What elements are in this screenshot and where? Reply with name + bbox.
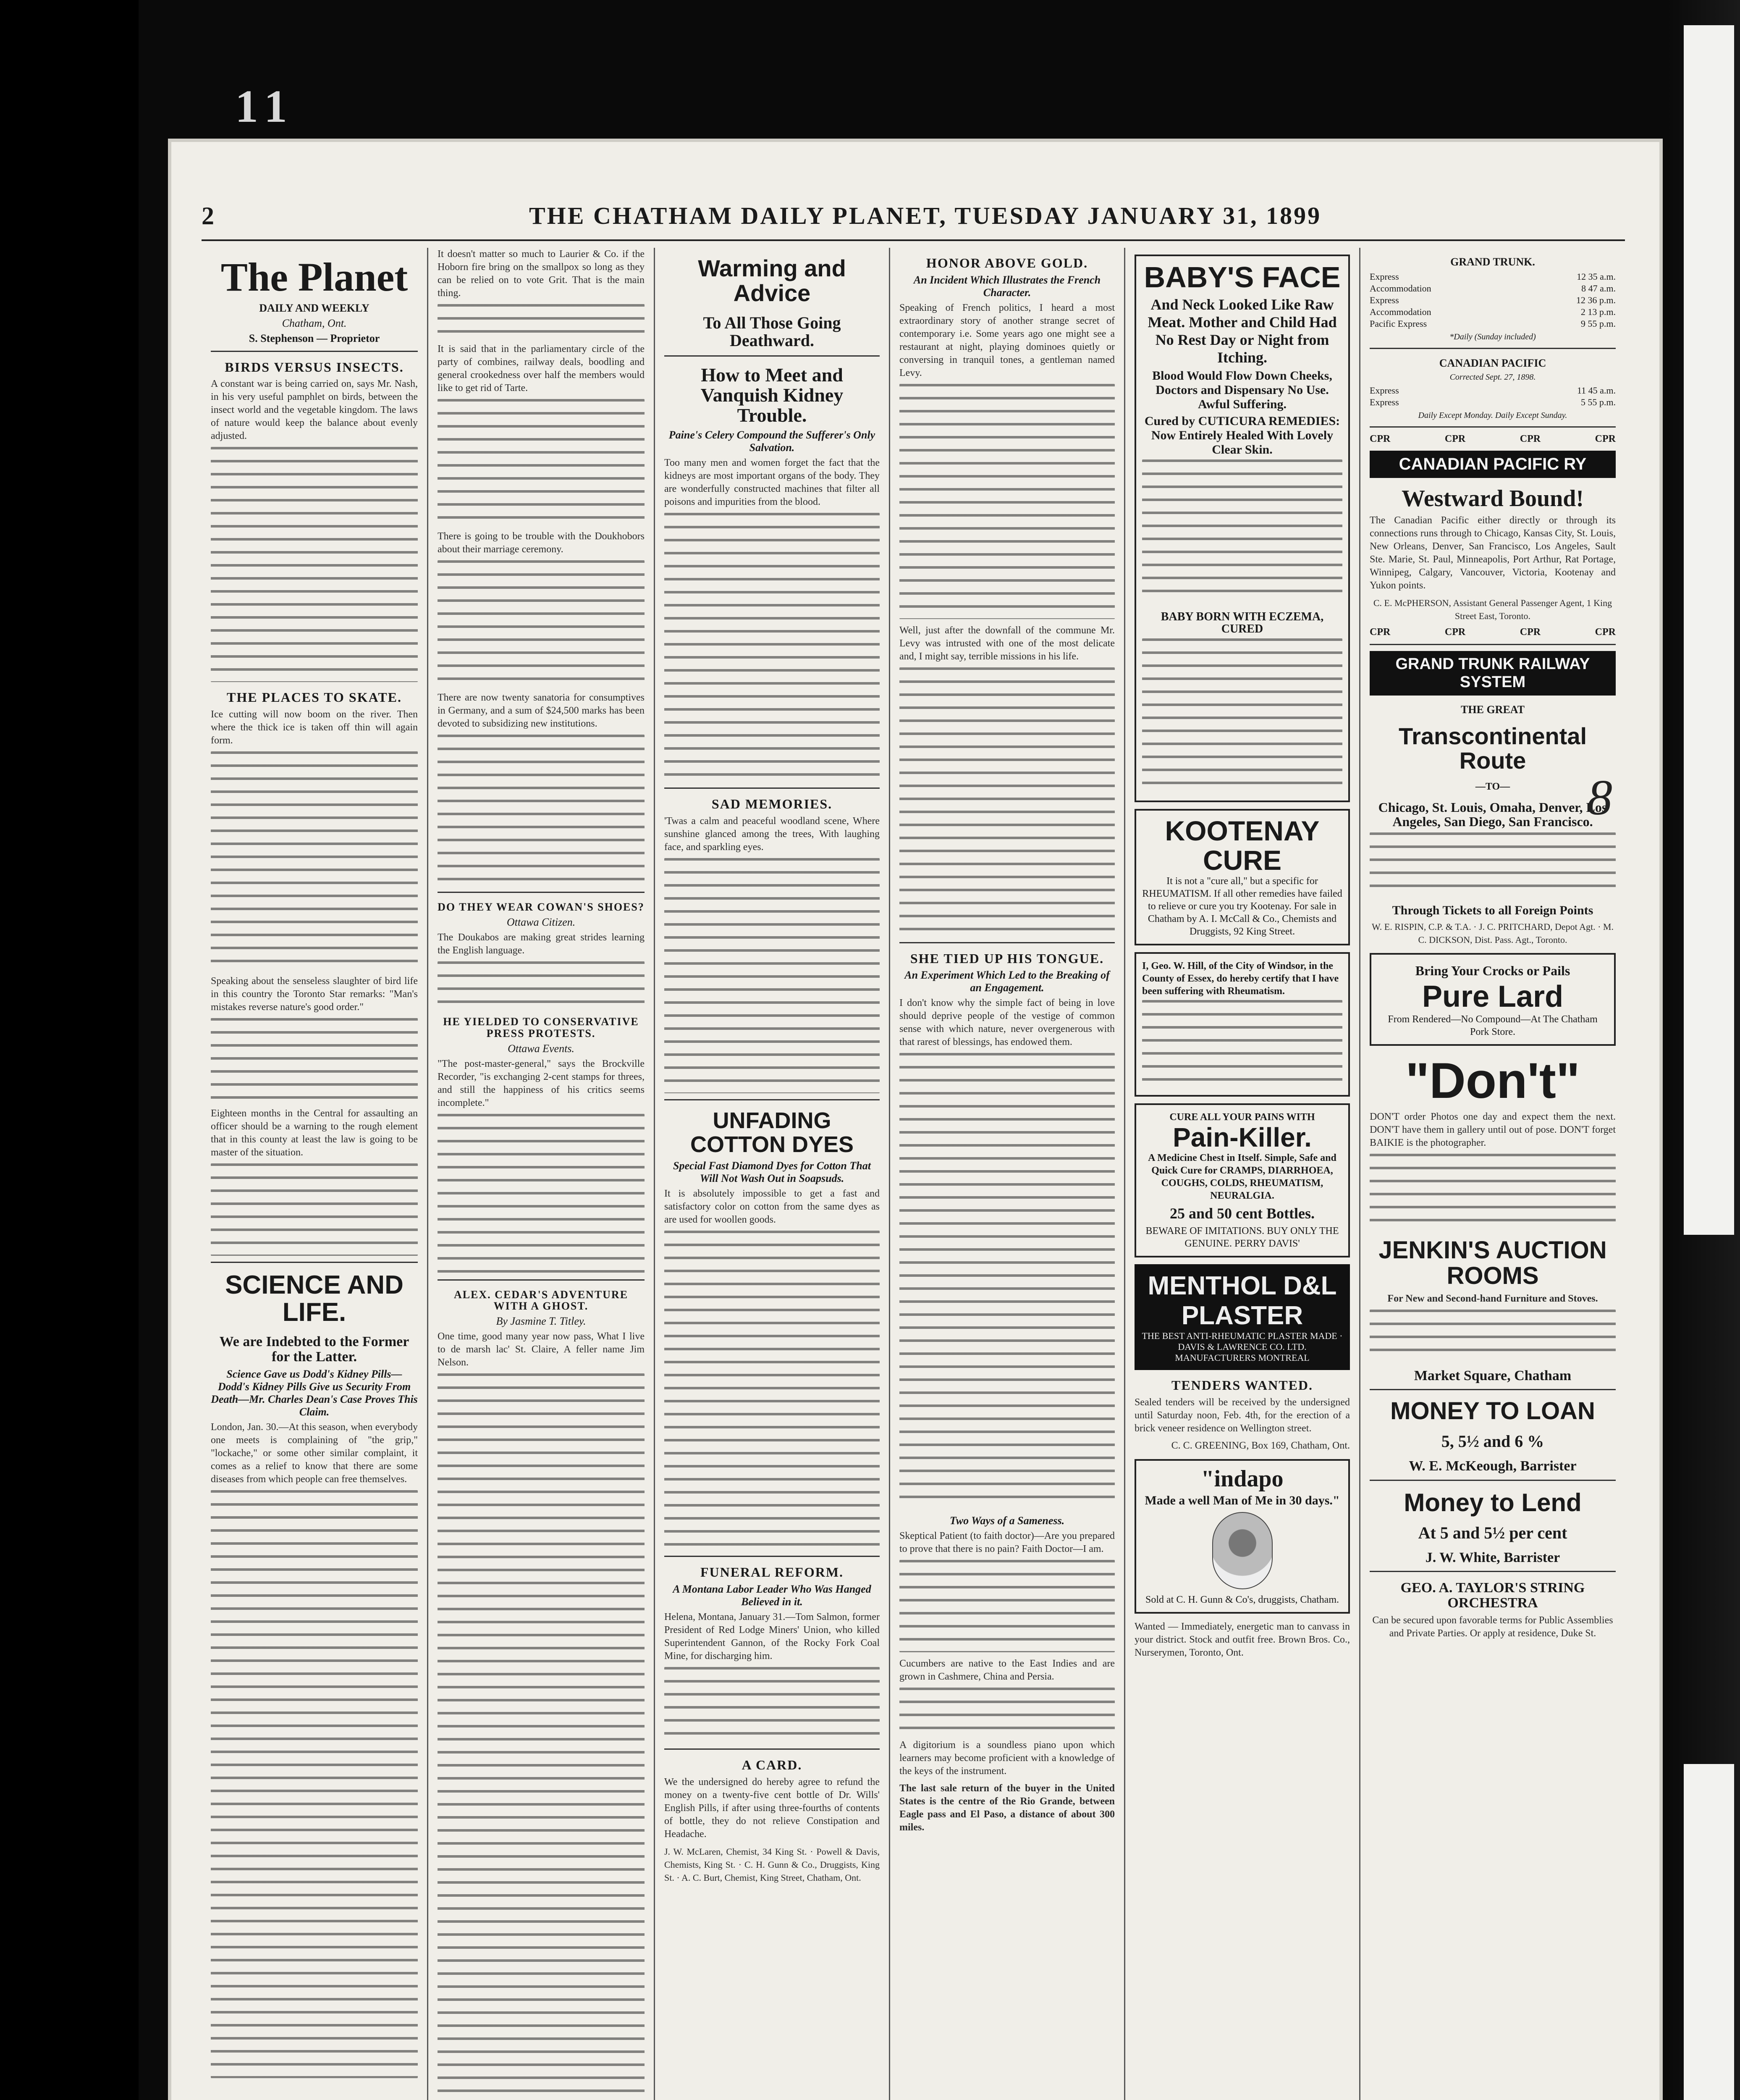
ad-painkiller: [1135, 1103, 1350, 1257]
article-text-lines: [438, 560, 645, 686]
ad-babys-face: [1135, 255, 1350, 802]
cpr-label: CPR: [1595, 433, 1616, 444]
poem-text: One time, good many year now pass, What I live to de marsh lac' St. Claire, A feller name Jim Nelson.: [438, 1331, 645, 1368]
headline-cotton-dyes: UNFADING COTTON DYES: [690, 1108, 854, 1157]
gt-cities: Chicago, St. Louis, Omaha, Denver, Los Angeles, San Diego, San Francisco.: [1378, 800, 1607, 830]
ad-kootenay-title: KOOTENAY CURE: [1165, 815, 1320, 876]
headline-honor: HONOR ABOVE GOLD.: [926, 255, 1088, 270]
gt-agents: W. E. RISPIN, C.P. & T.A. · J. C. PRITCHARD, Depot Agt. · M. C. DICKSON, Dist. Pass. Agt., Toronto.: [1372, 921, 1614, 945]
article-text-lines: [438, 304, 645, 338]
article-text: It is absolutely impossible to get a fast and satisfactory color on cotton from the same dyes as are used for woollen goods.: [664, 1188, 880, 1226]
ad-testimonial-hill: [1135, 952, 1350, 1097]
ad-jenkins-loc: Market Square, Chatham: [1414, 1368, 1572, 1383]
ad-indapo: [1135, 1459, 1350, 1614]
article-text: Speaking about the senseless slaughter of bird life in this country the Toronto Star remarks: "Man's mistakes reverse nature's good order.": [211, 975, 418, 1013]
article-text: There are now twenty sanatoria for consumptives in Germany, and a sum of $24,500 marks has been devoted to subsidizing new institutions.: [438, 692, 645, 729]
article-text-lines: [899, 1053, 1115, 1507]
newspaper-page: [168, 139, 1663, 2100]
article-text-lines: [664, 1231, 880, 1550]
ad-jenkins-title: JENKIN'S AUCTION ROOMS: [1378, 1236, 1607, 1289]
cpr-label: CPR: [1370, 433, 1391, 444]
ad-indapo-sub: Made a well Man of Me in 30 days.": [1145, 1494, 1340, 1508]
ad-painkiller-top: CURE ALL YOUR PAINS WITH: [1169, 1111, 1315, 1123]
headline-skate: THE PLACES TO SKATE.: [226, 690, 402, 705]
column-5: [1125, 248, 1360, 2100]
headline-science: SCIENCE AND LIFE.: [225, 1270, 404, 1327]
headline-yielded: HE YIELDED TO CONSERVATIVE PRESS PROTESTS.: [443, 1016, 639, 1040]
train-time: 12 35 a.m.: [1577, 271, 1616, 282]
article-text-lines: [438, 961, 645, 1008]
article-text: Well, just after the downfall of the commune Mr. Levy was intrusted with one of the most delicate and, I might say, terrible missions in his life.: [899, 625, 1115, 662]
timetable-row: [1370, 294, 1616, 306]
article-text-lines: [211, 1490, 418, 2078]
headline-deathward: To All Those Going Deathward.: [703, 313, 841, 350]
headline-tenders: TENDERS WANTED.: [1171, 1378, 1313, 1393]
ad-text-lines: [1142, 1000, 1342, 1084]
ad-babys-face-title: BABY'S FACE: [1144, 261, 1341, 294]
ad-painkiller-title: Pain-Killer.: [1173, 1122, 1312, 1152]
article-text: A digitorium is a soundless piano upon which learners may become proficient with a knowledge of the keys of the instrument.: [899, 1740, 1115, 1777]
train-time: 11 45 a.m.: [1577, 385, 1616, 396]
headline-kidney: How to Meet and Vanquish Kidney Trouble.: [700, 364, 844, 426]
timetable-row: [1370, 306, 1616, 318]
train-time: 9 55 p.m.: [1580, 318, 1616, 329]
headline-funeral: FUNERAL REFORM.: [700, 1564, 844, 1580]
column-3: [655, 248, 890, 2100]
timetable-gt-note: *Daily (Sunday included): [1449, 332, 1536, 342]
article-text: It is said that in the parliamentary circle of the party of combines, railway deals, boodling and general crookedness over half the members would like to get rid of Tarte.: [438, 344, 645, 394]
timetable-row: [1370, 318, 1616, 330]
article-text: Sealed tenders will be received by the undersigned until Saturday noon, Feb. 4th, for the erection of a brick veneer residence on Wellington street.: [1135, 1396, 1350, 1434]
gt-text-lines: [1370, 832, 1616, 895]
ad-indapo-foot: Sold at C. H. Gunn & Co's, druggists, Chatham.: [1145, 1594, 1339, 1606]
train-name: Accommodation: [1370, 307, 1431, 318]
timetable-cp-sub: Corrected Sept. 27, 1898.: [1449, 372, 1536, 382]
ad-babys-face-sub: And Neck Looked Like Raw Meat. Mother and Child Had No Rest Day or Night from Itching.: [1148, 296, 1337, 366]
cpr-label: CPR: [1595, 627, 1616, 638]
ad-menthol-title: MENTHOL D&L PLASTER: [1148, 1271, 1337, 1331]
train-time: 8 47 a.m.: [1581, 283, 1616, 294]
source-citizen: Ottawa Citizen.: [506, 916, 576, 929]
poem-text: 'Twas a calm and peaceful woodland scene, Where sunshine glanced among the trees, With laughing face, and sparkling eyes.: [664, 816, 880, 853]
article-text-lines: [664, 513, 880, 782]
ad-lard-text: From Rendered—No Compound—At The Chatham Pork Store.: [1388, 1013, 1598, 1037]
headline-cowans: DO THEY WEAR COWAN'S SHOES?: [438, 901, 645, 913]
source-events: Ottawa Events.: [508, 1042, 574, 1055]
ad-painkiller-foot: BEWARE OF IMITATIONS. BUY ONLY THE GENUINE. PERRY DAVIS': [1145, 1226, 1339, 1250]
train-name: Express: [1370, 396, 1399, 407]
gt-through-tickets: Through Tickets to all Foreign Points: [1392, 903, 1593, 917]
article-text: Ice cutting will now boom on the river. Then where the thick ice is taken off thin will again form.: [211, 709, 418, 746]
byline-titley: By Jasmine T. Titley.: [496, 1315, 586, 1328]
article-text: The Doukabos are making great strides learning the English language.: [438, 932, 645, 956]
article-text: A constant war is being carried on, says Mr. Nash, in his very useful pamphlet on birds, between the insect world and the vegetable kingdom. The laws of nature would keep the balance about evenly adjusted.: [211, 378, 418, 442]
timetable-cp-head: CANADIAN PACIFIC: [1439, 357, 1546, 370]
subhead-science: We are Indebted to the Former for the Latter.: [219, 1334, 409, 1365]
headline-card: A CARD.: [742, 1757, 802, 1773]
article-text-lines: [899, 384, 1115, 619]
cpr-label: CPR: [1444, 433, 1466, 444]
ad-dont-text: DON'T order Photos one day and expect them the next. DON'T have them in gallery until out of pose. DON'T forget BAIKIE is the photographer.: [1370, 1111, 1616, 1148]
deck-science: Science Gave us Dodd's Kidney Pills—Dodd's Kidney Pills Give us Security From Death—Mr. Charles Dean's Case Proves This Claim.: [211, 1368, 418, 1418]
ad-lard-title: Pure Lard: [1422, 980, 1564, 1014]
timetable-row: [1370, 283, 1616, 294]
headline-warming: Warming and Advice: [698, 255, 846, 306]
article-text: Cucumbers are native to the East Indies and are grown in Cashmere, China and Persia.: [899, 1658, 1115, 1683]
column-4: [890, 248, 1125, 2100]
article-text: Speaking of French politics, I heard a most extraordinary story of another strange secret of contemporary i.e. Some years ago one might see a restaurant at night, playing dominoes quietly or conversing in tranquil tones, a gentleman named Levy.: [899, 302, 1115, 378]
timetable-row: [1370, 385, 1616, 396]
train-name: Pacific Express: [1370, 318, 1427, 329]
ad-taylor-text: Can be secured upon favorable terms for Public Assemblies and Private Parties. Or apply at residence, Duke St.: [1372, 1614, 1613, 1639]
ad-jenkins-text: For New and Second-hand Furniture and Stoves.: [1387, 1293, 1598, 1304]
deck-paines: Paine's Celery Compound the Sufferer's Only Salvation.: [668, 429, 875, 454]
poem-lines: [664, 858, 880, 1093]
article-text: There is going to be trouble with the Doukhobors about their marriage ceremony.: [438, 531, 645, 555]
article-text: We the undersigned do hereby agree to refund the money on a twenty-five cent bottle of Dr. Wills' English Pills, if after using three-fourths of contents of bottle, they do not relieve Constipation and Headache.: [664, 1776, 880, 1840]
ad-menthol-text: THE BEST ANTI-RHEUMATIC PLASTER MADE · DAVIS & LAWRENCE CO. LTD. MANUFACTURERS MONTREAL: [1142, 1331, 1343, 1363]
article-text-lines: [438, 735, 645, 886]
card-signers: J. W. McLaren, Chemist, 34 King St. · Powell & Davis, Chemists, King St. · C. H. Gunn & Co., Druggists, King St. · A. C. Burt, Chemist, King Street, Chatham, Ont.: [664, 1846, 880, 1883]
article-text-lines: [211, 447, 418, 682]
article-text: The last sale return of the buyer in the United States is the centre of the Rio Grande, between Eagle pass and El Paso, a distance of about 300 miles.: [899, 1783, 1115, 1833]
deck-honor: An Incident Which Illustrates the French Character.: [913, 273, 1101, 299]
column-1: [202, 248, 428, 2100]
article-text-lines: [211, 751, 418, 970]
train-time: 5 55 p.m.: [1580, 396, 1616, 407]
train-name: Express: [1370, 271, 1399, 282]
ad-money-loan-rate: 5, 5½ and 6 %: [1441, 1432, 1544, 1451]
article-text: I don't know why the simple fact of being in love should deprive people of the vestige of common sense with which nature, never overgenerous with that rarest of blessings, has endowed them.: [899, 998, 1115, 1048]
cpr-agent: C. E. McPHERSON, Assistant General Passenger Agent, 1 King Street East, Toronto.: [1373, 598, 1612, 622]
ad-money-lend-rate: At 5 and 5½ per cent: [1418, 1523, 1567, 1542]
timetable-cp-note: Daily Except Monday. Daily Except Sunday.: [1418, 410, 1567, 420]
proprietor: S. Stephenson — Proprietor: [249, 332, 380, 344]
timetable-row: [1370, 396, 1616, 408]
cpr-westward: Westward Bound!: [1401, 485, 1584, 512]
film-frame-mark: 11: [235, 81, 296, 132]
ad-money-loan-title: MONEY TO LOAN: [1390, 1397, 1595, 1425]
ad-text-lines: [1370, 1154, 1616, 1229]
ad-pure-lard: [1370, 953, 1616, 1046]
column-6: [1360, 248, 1625, 2100]
headline-birds: BIRDS VERSUS INSECTS.: [225, 359, 404, 375]
film-right-edge: [1667, 0, 1740, 2100]
cpr-label: CPR: [1444, 627, 1466, 638]
train-name: Express: [1370, 295, 1399, 306]
poem-lines: [438, 1373, 645, 2100]
film-light-gap: [1684, 25, 1734, 1235]
man-portrait-illustration: [1212, 1512, 1273, 1589]
film-light-gap: [1684, 1764, 1734, 2100]
ad-taylor-title: GEO. A. TAYLOR'S STRING ORCHESTRA: [1400, 1580, 1585, 1611]
ad-menthol-plaster: [1135, 1264, 1350, 1370]
tender-signature: C. C. GREENING, Box 169, Chatham, Ont.: [1171, 1440, 1350, 1451]
ad-eczema-head: BABY BORN WITH ECZEMA, CURED: [1161, 610, 1324, 635]
ad-hill-text: I, Geo. W. Hill, of the City of Windsor, in the County of Essex, do hereby certify that I have been suffering with Rheumatism.: [1142, 960, 1339, 997]
article-text: London, Jan. 30.—At this season, when everybody one meets is complaining of "the grip," "lockache," or some other similar complaint, it comes as a relief to know that there are some diseases from which people can free themselves.: [211, 1421, 418, 1485]
article-text: It doesn't matter so much to Laurier & Co. if the Hoborn fire bring on the smallpox so long as they can be relied on to vote Grit. That is the main thing.: [438, 249, 645, 299]
masthead: [202, 197, 1625, 241]
margin-handwritten-mark: 8: [1587, 769, 1612, 825]
ad-text-lines: [1142, 638, 1342, 790]
ad-kootenay: [1135, 809, 1350, 945]
article-text: Too many men and women forget the fact that the kidneys are most important organs of the body. They are wonderfully constructed machines that filter all poisons and impurities from the blood.: [664, 457, 880, 508]
article-text: Skeptical Patient (to faith doctor)—Are you prepared to prove that there is no pain? Faith Doctor—I am.: [899, 1530, 1115, 1555]
deck-cotton-dyes: Special Fast Diamond Dyes for Cotton That Will Not Wash Out in Soapsuds.: [673, 1160, 871, 1185]
article-text: Eighteen months in the Central for assaulting an officer should be a warning to the rough element that in this county at least the law is going to be master of the situation.: [211, 1108, 418, 1158]
page-number: 2: [202, 202, 214, 230]
film-left-edge: [0, 0, 139, 2100]
article-text-lines: [899, 667, 1115, 936]
ad-indapo-title: "indapo: [1201, 1465, 1284, 1492]
cpr-label: CPR: [1520, 627, 1541, 638]
paper-name: The Planet: [220, 255, 408, 299]
ad-white: J. W. White, Barrister: [1425, 1549, 1560, 1565]
column-2: [428, 248, 655, 2100]
ad-mckeough: W. E. McKeough, Barrister: [1409, 1458, 1577, 1474]
train-time: 12 36 p.m.: [1576, 295, 1616, 306]
ad-kootenay-text: It is not a "cure all," but a specific for RHEUMATISM. If all other remedies have failed to relieve or cure you try Kootenay. For sale in Chatham by A. I. McCall & Co., Chemists and Druggists, 92 King Street.: [1142, 875, 1342, 937]
article-text: Helena, Montana, January 31.—Tom Salmon, former President of Red Lodge Miners' Union, who killed Superintendent Gannon, of the Rocky Fork Coal Mine, for discharging him.: [664, 1612, 880, 1662]
article-text-lines: [438, 399, 645, 525]
timetable-gt: [1370, 271, 1616, 330]
paper-place: Chatham, Ont.: [282, 317, 347, 329]
article-text-lines: [899, 1688, 1115, 1734]
paper-subtitle: DAILY AND WEEKLY: [259, 302, 369, 314]
cpr-label: CPR: [1520, 433, 1541, 444]
deck-tongue: An Experiment Which Led to the Breaking of an Engagement.: [904, 969, 1110, 994]
headline-tongue: SHE TIED UP HIS TONGUE.: [910, 950, 1104, 966]
page-title: THE CHATHAM DAILY PLANET, TUESDAY JANUARY 31, 1899: [529, 202, 1322, 229]
ad-dont-title: "Don't": [1405, 1052, 1580, 1109]
gt-transcontinental: Transcontinental Route: [1398, 722, 1587, 774]
headline-sad-memories: SAD MEMORIES.: [711, 796, 833, 812]
cpr-border-row: [1370, 627, 1616, 638]
article-text-lines: [664, 1667, 880, 1743]
ad-babys-face-sub2: Blood Would Flow Down Cheeks, Doctors and Dispensary No Use. Awful Suffering.: [1152, 368, 1332, 411]
ad-text-lines: [1370, 1310, 1616, 1360]
article-text: "The post-master-general," says the Brockville Recorder, "is exchanging 2-cent stamps for threes, and still the happiness of his critics seems incomplete.": [438, 1058, 645, 1108]
deck-funeral: A Montana Labor Leader Who Was Hanged Believed in it.: [673, 1583, 871, 1608]
cpr-label: CPR: [1370, 627, 1391, 638]
article-text-lines: [211, 1163, 418, 1256]
ad-babys-face-cure: Cured by CUTICURA REMEDIES: Now Entirely Healed With Lovely Clear Skin.: [1144, 414, 1340, 457]
cpr-banner: CANADIAN PACIFIC RY: [1370, 451, 1616, 478]
article-text-lines: [211, 1018, 418, 1102]
article-text-lines: [438, 1114, 645, 1273]
ad-painkiller-price: 25 and 50 cent Bottles.: [1170, 1205, 1315, 1222]
headline-alex-cedar: ALEX. CEDAR'S ADVENTURE WITH A GHOST.: [453, 1288, 629, 1312]
ad-lard-top: Bring Your Crocks or Pails: [1415, 963, 1570, 979]
train-name: Express: [1370, 385, 1399, 396]
gt-to: —TO—: [1475, 781, 1510, 793]
ad-painkiller-text: A Medicine Chest in Itself. Simple, Safe and Quick Cure for CRAMPS, DIARRHOEA, COUGHS, COLDS, RHEUMATISM, NEURALGIA.: [1148, 1152, 1336, 1202]
timetable-gt-head: GRAND TRUNK.: [1450, 256, 1535, 268]
train-time: 2 13 p.m.: [1580, 307, 1616, 318]
article-text-lines: [899, 1560, 1115, 1652]
gt-system-banner: GRAND TRUNK RAILWAY SYSTEM: [1370, 651, 1616, 696]
timetable-row: [1370, 271, 1616, 283]
headline-sameness: Two Ways of a Sameness.: [949, 1515, 1065, 1527]
gt-the-great: THE GREAT: [1461, 704, 1525, 716]
timetable-cp: [1370, 385, 1616, 408]
ad-text-lines: [1142, 459, 1342, 602]
train-name: Accommodation: [1370, 283, 1431, 294]
cpr-border-row: [1370, 433, 1616, 445]
ad-money-lend-title: Money to Lend: [1404, 1488, 1582, 1517]
cpr-text: The Canadian Pacific either directly or through its connections runs through to Chicago, Kansas City, St. Louis, New Orleans, Denver, San Francisco, Los Angeles, Sault Ste. Marie, St. Paul, Minneapolis, Port Arthur, Rat Portage, Winnipeg, Calgary, Vancouver, Victoria, Kootenay and Yukon points.: [1370, 515, 1616, 591]
wanted-notice: Wanted — Immediately, energetic man to canvass in your district. Stock and outfit free. Brown Bros. Co., Nurserymen, Toronto, Ont.: [1135, 1621, 1350, 1659]
